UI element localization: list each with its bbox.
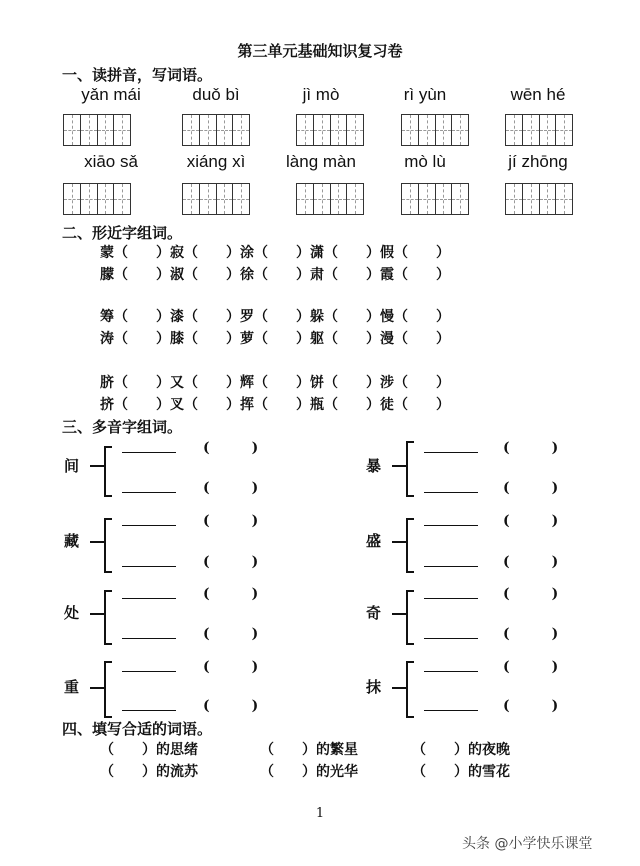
brace <box>406 571 414 573</box>
fill-word-item[interactable]: （ ）的夜晚 <box>412 742 510 758</box>
pinyin-paren[interactable]: ( ) <box>503 440 559 456</box>
polyphonic-char: 暴 <box>366 457 382 475</box>
brace <box>392 687 406 689</box>
brace <box>104 518 112 520</box>
pinyin-paren[interactable]: ( ) <box>203 698 259 714</box>
watermark: 头条 @小学快乐课堂 <box>462 836 593 852</box>
polyphonic-char: 奇 <box>366 604 382 622</box>
polyphonic-char: 间 <box>64 457 80 475</box>
brace <box>406 518 408 572</box>
brace <box>406 441 414 443</box>
pinyin-1-5: wēn hé <box>510 85 566 104</box>
pinyin-paren[interactable]: ( ) <box>503 626 559 642</box>
answer-blank[interactable] <box>424 525 478 526</box>
brace <box>104 518 106 572</box>
brace <box>406 590 414 592</box>
writing-grid[interactable] <box>505 114 573 146</box>
brace <box>406 643 414 645</box>
brace <box>406 661 414 663</box>
pinyin-1-4: rì yùn <box>403 85 447 104</box>
answer-blank[interactable] <box>122 525 176 526</box>
writing-grid[interactable] <box>296 114 364 146</box>
answer-blank[interactable] <box>122 452 176 453</box>
writing-grid[interactable] <box>182 114 250 146</box>
polyphonic-char: 处 <box>64 604 80 622</box>
brace <box>90 541 104 543</box>
fill-word-item[interactable]: （ ）的思绪 <box>100 742 198 758</box>
answer-blank[interactable] <box>122 566 176 567</box>
brace <box>104 661 106 717</box>
pinyin-1-1: yǎn mái <box>81 85 141 104</box>
polyphonic-char: 抹 <box>366 678 382 696</box>
brace <box>392 613 406 615</box>
page-number: 1 <box>315 806 325 821</box>
brace <box>90 465 104 467</box>
polyphonic-char: 盛 <box>366 532 382 550</box>
answer-blank[interactable] <box>424 492 478 493</box>
answer-blank[interactable] <box>122 710 176 711</box>
polyphonic-char: 重 <box>64 678 80 696</box>
section-2-heading: 二、形近字组词。 <box>62 224 183 242</box>
similar-chars-row[interactable]: 蒙（ ）寂（ ）涂（ ）潇（ ）假（ ） <box>100 245 450 261</box>
pinyin-paren[interactable]: ( ) <box>203 626 259 642</box>
brace <box>104 571 112 573</box>
brace <box>406 716 414 718</box>
pinyin-paren[interactable]: ( ) <box>203 440 259 456</box>
answer-blank[interactable] <box>122 492 176 493</box>
answer-blank[interactable] <box>424 598 478 599</box>
pinyin-paren[interactable]: ( ) <box>203 586 259 602</box>
section-1-heading: 一、读拼音，写词语。 <box>62 66 213 84</box>
pinyin-paren[interactable]: ( ) <box>203 659 259 675</box>
answer-blank[interactable] <box>122 598 176 599</box>
similar-chars-row[interactable]: 筹（ ）漆（ ）罗（ ）躲（ ）慢（ ） <box>100 309 450 325</box>
pinyin-paren[interactable]: ( ) <box>503 554 559 570</box>
brace <box>406 661 408 717</box>
writing-grid[interactable] <box>401 183 469 215</box>
brace <box>104 495 112 497</box>
pinyin-2-5: jí zhōng <box>508 152 568 171</box>
writing-grid[interactable] <box>505 183 573 215</box>
similar-chars-row[interactable]: 朦（ ）淑（ ）徐（ ）肃（ ）霞（ ） <box>100 267 450 283</box>
brace <box>90 613 104 615</box>
polyphonic-char: 藏 <box>64 532 80 550</box>
pinyin-1-3: jì mò <box>302 85 340 104</box>
brace <box>406 518 414 520</box>
pinyin-paren[interactable]: ( ) <box>503 659 559 675</box>
pinyin-paren[interactable]: ( ) <box>503 698 559 714</box>
brace <box>104 661 112 663</box>
pinyin-paren[interactable]: ( ) <box>503 586 559 602</box>
pinyin-paren[interactable]: ( ) <box>503 480 559 496</box>
brace <box>392 541 406 543</box>
brace <box>392 465 406 467</box>
brace <box>104 446 112 448</box>
fill-word-item[interactable]: （ ）的流苏 <box>100 764 198 780</box>
answer-blank[interactable] <box>424 638 478 639</box>
writing-grid[interactable] <box>182 183 250 215</box>
answer-blank[interactable] <box>424 671 478 672</box>
brace <box>104 590 106 644</box>
pinyin-paren[interactable]: ( ) <box>203 480 259 496</box>
answer-blank[interactable] <box>122 671 176 672</box>
fill-word-item[interactable]: （ ）的繁星 <box>260 742 358 758</box>
brace <box>104 643 112 645</box>
writing-grid[interactable] <box>401 114 469 146</box>
brace <box>90 687 104 689</box>
brace <box>406 441 408 496</box>
answer-blank[interactable] <box>122 638 176 639</box>
pinyin-2-4: mò lù <box>404 152 446 171</box>
writing-grid[interactable] <box>63 183 131 215</box>
brace <box>406 590 408 644</box>
answer-blank[interactable] <box>424 452 478 453</box>
writing-grid[interactable] <box>296 183 364 215</box>
pinyin-paren[interactable]: ( ) <box>203 513 259 529</box>
similar-chars-row[interactable]: 涛（ ）膝（ ）萝（ ）躯（ ）漫（ ） <box>100 331 450 347</box>
brace <box>104 590 112 592</box>
section-3-heading: 三、多音字组词。 <box>62 418 183 436</box>
fill-word-item[interactable]: （ ）的雪花 <box>412 764 510 780</box>
pinyin-2-3: làng màn <box>286 152 356 171</box>
section-4-heading: 四、填写合适的词语。 <box>62 720 213 738</box>
pinyin-1-2: duǒ bì <box>192 85 240 104</box>
similar-chars-row[interactable]: 脐（ ）又（ ）辉（ ）饼（ ）涉（ ） <box>100 375 450 391</box>
similar-chars-row[interactable]: 挤（ ）叉（ ）挥（ ）瓶（ ）徒（ ） <box>100 397 450 413</box>
answer-blank[interactable] <box>424 710 478 711</box>
pinyin-2-1: xiāo sǎ <box>84 152 138 171</box>
fill-word-item[interactable]: （ ）的光华 <box>260 764 358 780</box>
brace <box>104 446 106 496</box>
page-title: 第三单元基础知识复习卷 <box>237 42 403 60</box>
writing-grid[interactable] <box>63 114 131 146</box>
pinyin-paren[interactable]: ( ) <box>203 554 259 570</box>
answer-blank[interactable] <box>424 566 478 567</box>
brace <box>406 495 414 497</box>
pinyin-2-2: xiáng xì <box>186 152 246 171</box>
pinyin-paren[interactable]: ( ) <box>503 513 559 529</box>
